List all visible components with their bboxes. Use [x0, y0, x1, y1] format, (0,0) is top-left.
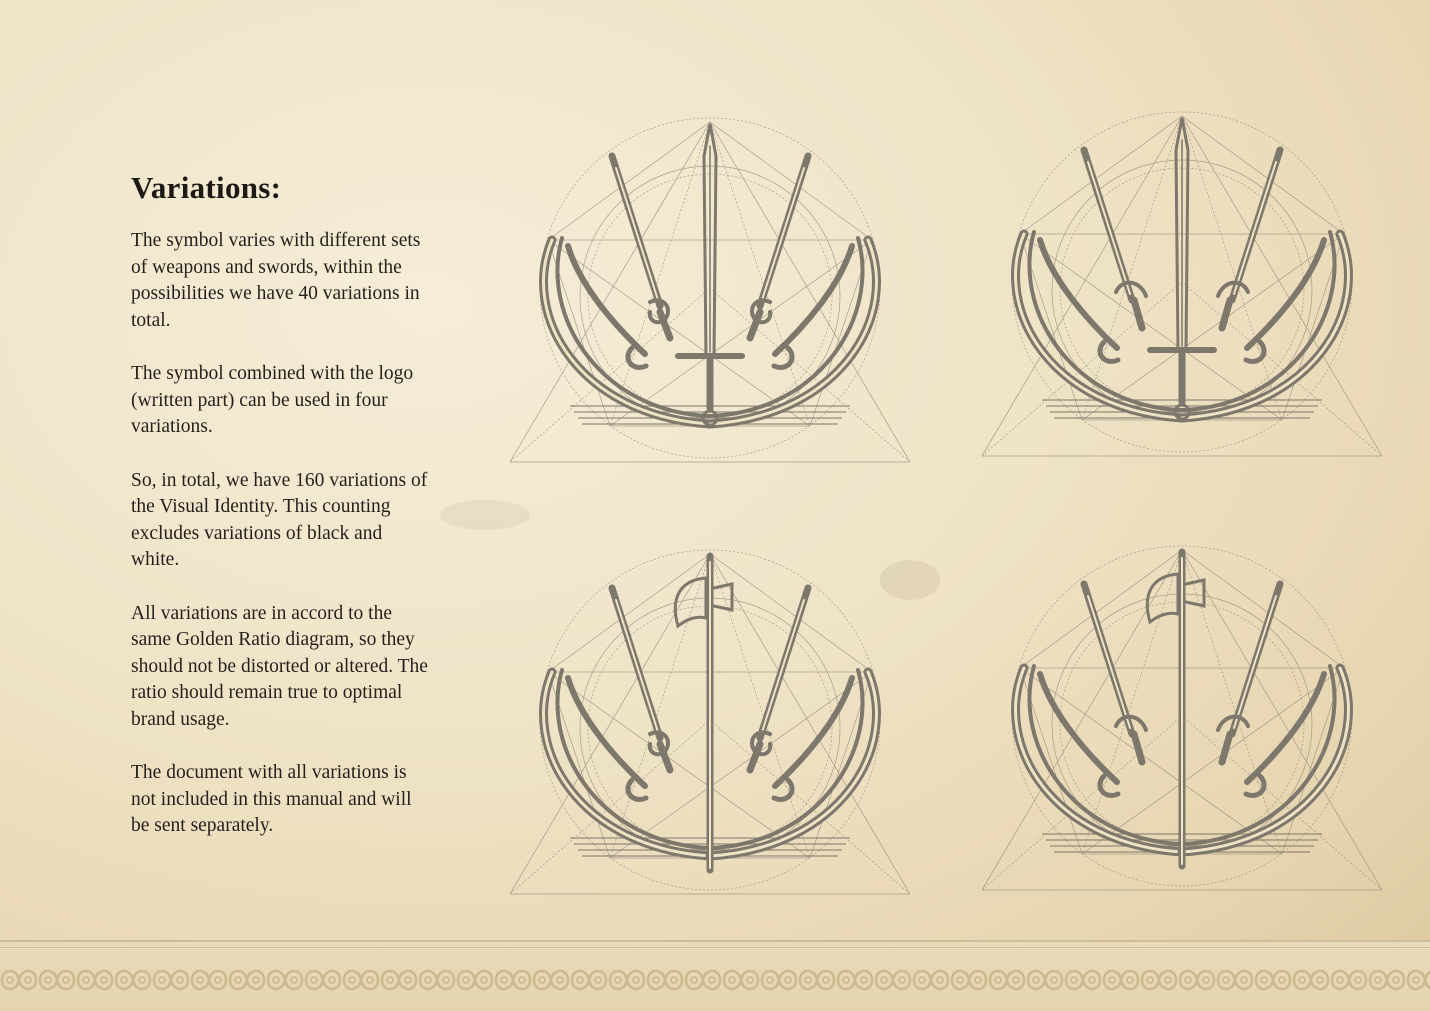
left-saber-edge	[1029, 666, 1182, 844]
right-saber-edge	[1182, 232, 1335, 410]
border-line	[0, 947, 1430, 948]
guide-line	[610, 554, 710, 858]
emblem-halberd-rapiers	[510, 548, 910, 898]
left-inner-fuller	[616, 168, 658, 300]
emblem-halberd-crossguard	[982, 544, 1382, 894]
guide-line	[610, 122, 710, 426]
right-saber-edge	[710, 238, 863, 416]
guide-line	[1182, 550, 1282, 854]
right-saber-edge	[1182, 666, 1335, 844]
right-crossguard-grip	[1222, 300, 1230, 328]
paragraph: So, in total, we have 160 variations of the Visual Identity. This counting excludes variations of black and white.	[131, 469, 428, 570]
right-inner-fuller	[762, 168, 804, 300]
left-inner-fuller	[1088, 162, 1130, 294]
right-inner-fuller	[1234, 596, 1276, 728]
center-halberd	[1147, 552, 1204, 866]
text-column	[131, 170, 431, 867]
right-crossguard-grip	[1222, 734, 1230, 762]
knotwork-pattern	[0, 960, 1430, 1000]
paragraph: The symbol varies with different sets of weapons and swords, within the possibilities we have 40 variations in total.	[131, 230, 421, 331]
guide-line	[1082, 116, 1182, 420]
left-crossguard-grip	[1134, 734, 1142, 762]
guide-line	[1082, 550, 1182, 854]
border-line	[0, 940, 1430, 942]
guide-line	[710, 122, 810, 426]
left-saber-edge	[1029, 232, 1182, 410]
paragraph: The document with all variations is not included in this manual and will be sent separately.	[131, 762, 412, 836]
ornamental-border	[0, 940, 1430, 1011]
halberd-back-spike	[714, 584, 732, 610]
halberd-back-spike	[1186, 580, 1204, 606]
left-crossguard-grip	[1134, 300, 1142, 328]
paragraph: All variations are in accord to the same Golden Ratio diagram, so they should not be distorted or altered. The ratio should remain true to optimal brand usage.	[131, 602, 428, 730]
emblem-swords-rapiers	[510, 116, 910, 466]
guide-line	[1182, 116, 1282, 420]
halberd-axe-head	[1147, 574, 1178, 622]
left-inner-fuller	[616, 600, 658, 732]
paper-stain	[440, 500, 530, 530]
left-inner-fuller	[1088, 596, 1130, 728]
left-saber-edge	[557, 670, 710, 848]
right-inner-fuller	[762, 600, 804, 732]
center-sword	[678, 124, 742, 425]
emblem-swords-crossguard	[982, 110, 1382, 460]
center-sword	[1150, 118, 1214, 419]
right-saber-edge	[710, 670, 863, 848]
right-inner-fuller	[1234, 162, 1276, 294]
left-saber-edge	[557, 238, 710, 416]
center-halberd	[675, 556, 732, 870]
guide-line	[710, 554, 810, 858]
halberd-axe-head	[675, 578, 706, 626]
page-title: Variations:	[131, 170, 282, 205]
paragraph: The symbol combined with the logo (written part) can be used in four variations.	[131, 363, 414, 437]
